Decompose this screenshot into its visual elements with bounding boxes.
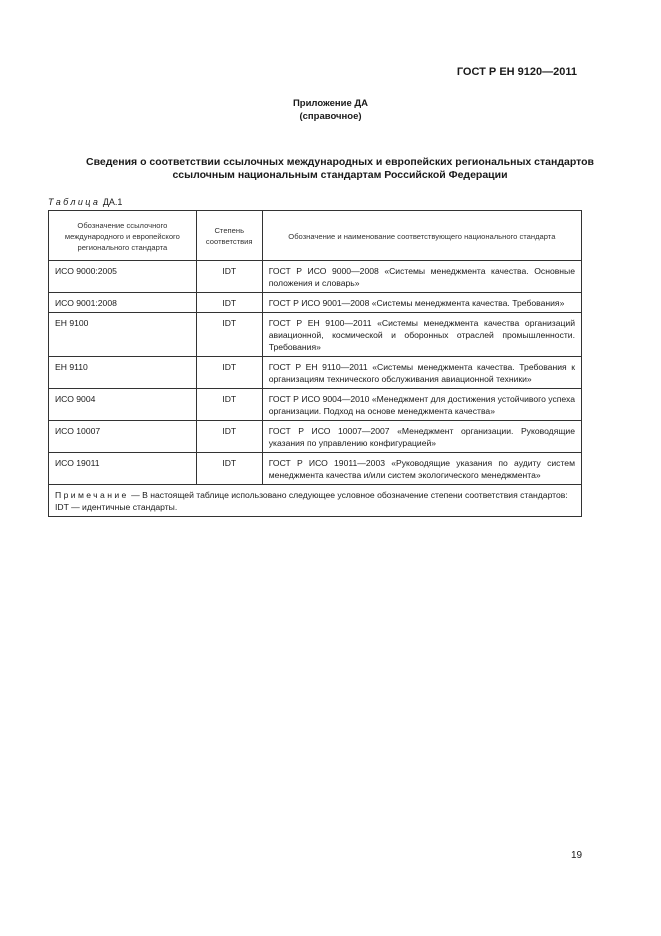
- table-row: [49, 421, 582, 453]
- degree-cell: IDT: [196, 453, 262, 485]
- national-standard-cell: ГОСТ Р ИСО 19011—2003 «Руководящие указания по аудиту систем менеджмента качества и/или систем экологического менеджмента»: [262, 453, 581, 485]
- column-header-national: Обозначение и наименование соответствующего национального стандарта: [262, 211, 581, 261]
- appendix-title: Приложение ДА: [292, 98, 369, 109]
- page-number: 19: [571, 850, 583, 861]
- note-first-line: [55, 489, 575, 501]
- table-row: [49, 293, 582, 313]
- national-standard-cell: ГОСТ Р ЕН 9110—2011 «Системы менеджмента качества. Требования к организациям технического обслуживания авиационной техники»: [262, 357, 581, 389]
- reference-standard-cell: ИСО 10007: [49, 421, 197, 453]
- degree-cell: IDT: [196, 421, 262, 453]
- note-label: Примечание: [55, 490, 129, 500]
- reference-standard-cell: ЕН 9110: [49, 357, 197, 389]
- national-standard-cell: ГОСТ Р ИСО 9004—2010 «Менеджмент для достижения устойчивого успеха организации. Подход на основе менеджмента качества»: [262, 389, 581, 421]
- document-code: ГОСТ Р ЕН 9120—2011: [456, 66, 577, 78]
- table-row: [49, 261, 582, 293]
- national-standard-cell: ГОСТ Р ИСО 9001—2008 «Системы менеджмента качества. Требования»: [262, 293, 581, 313]
- column-header-degree: Степень соответствия: [196, 211, 262, 261]
- standards-table: [48, 210, 582, 517]
- table-row: [49, 389, 582, 421]
- table-note-row: [49, 485, 582, 517]
- column-header-reference: Обозначение ссылочного международного и европейского регионального стандарта: [49, 211, 197, 261]
- national-standard-cell: ГОСТ Р ИСО 10007—2007 «Менеджмент организации. Руководящие указания по управлению конфигурацией»: [262, 421, 581, 453]
- reference-standard-cell: ИСО 9000:2005: [49, 261, 197, 293]
- reference-standard-cell: ИСО 9001:2008: [49, 293, 197, 313]
- table-row: [49, 357, 582, 389]
- table-caption-number: ДА.1: [102, 197, 123, 207]
- degree-cell: IDT: [196, 389, 262, 421]
- table-caption: [48, 197, 122, 207]
- national-standard-cell: ГОСТ Р ИСО 9000—2008 «Системы менеджмента качества. Основные положения и словарь»: [262, 261, 581, 293]
- reference-standard-cell: ИСО 9004: [49, 389, 197, 421]
- degree-cell: IDT: [196, 293, 262, 313]
- section-title: Сведения о соответствии ссылочных международных и европейских региональных стандартов ссылочным национальным стандартам Российской Федерации: [85, 156, 594, 181]
- degree-cell: IDT: [196, 313, 262, 357]
- degree-cell: IDT: [196, 261, 262, 293]
- national-standard-cell: ГОСТ Р ЕН 9100—2011 «Системы менеджмента качества организаций авиационной, космической и оборонных отраслей промышленности. Требования»: [262, 313, 581, 357]
- reference-standard-cell: ЕН 9100: [49, 313, 197, 357]
- table-row: [49, 453, 582, 485]
- appendix-heading: [0, 97, 661, 123]
- table-caption-label: Таблица: [48, 197, 101, 207]
- appendix-subtitle: (справочное): [299, 111, 362, 122]
- reference-standard-cell: ИСО 19011: [49, 453, 197, 485]
- degree-cell: IDT: [196, 357, 262, 389]
- note-text: — В настоящей таблице использовано следующее условное обозначение степени соответствия стандартов:: [131, 490, 568, 500]
- table-header-row: [49, 211, 582, 261]
- note-second-line: IDT — идентичные стандарты.: [55, 502, 178, 512]
- table-row: [49, 313, 582, 357]
- table-note: [49, 485, 582, 517]
